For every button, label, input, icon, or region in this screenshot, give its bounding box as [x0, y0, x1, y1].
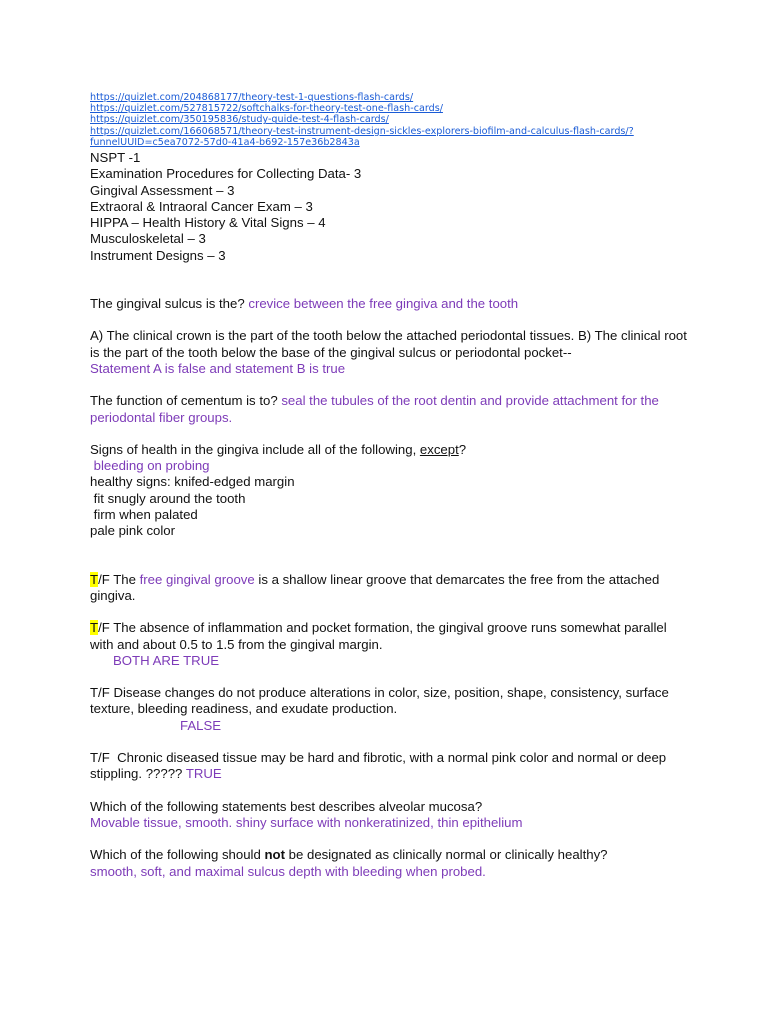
question-text: be designated as clinically normal or clinically healthy? — [284, 847, 608, 863]
tf-disease-changes: T/F Disease changes do not produce alterations in color, size, position, shape, consistency, surface texture, bleeding readiness, and exudate production. — [90, 685, 669, 717]
answer-text: seal the tubules of the root dentin and provide attachment for the periodontal fiber groups. — [90, 393, 659, 425]
healthy-sign: healthy signs: knifed-edged margin — [90, 474, 295, 490]
outline-item: Instrument Designs – 3 — [90, 247, 226, 263]
answer-text: Movable tissue, smooth. shiny surface with nonkeratinized, thin epithelium — [90, 814, 523, 830]
answer-text: crevice between the free gingiva and the tooth — [248, 296, 519, 312]
healthy-sign: pale pink color — [90, 523, 176, 539]
tf-gingival-groove-parallel — [90, 620, 690, 653]
quizlet-link-3[interactable]: https://quizlet.com/350195836/study-guide-test-4-flash-cards/ — [90, 114, 389, 126]
not-bold: not — [264, 847, 285, 863]
healthy-sign: fit snugly around the tooth — [90, 490, 246, 506]
except-underlined: except — [419, 441, 459, 457]
outline-item: Musculoskeletal – 3 — [90, 231, 206, 247]
question-text: Which of the following should — [90, 847, 265, 863]
quizlet-link-2[interactable]: https://quizlet.com/527815722/softchalks-for-theory-test-one-flash-cards/ — [90, 103, 443, 115]
statement-text: /F The absence of inflammation and pocket formation, the gingival groove runs somewhat parallel with and about 0.5 to 1.5 from the gingival margin. — [90, 620, 667, 652]
question-clinically-normal — [90, 847, 690, 863]
statement-text: /F The — [98, 571, 140, 587]
outline-title: NSPT -1 — [90, 150, 141, 165]
answer-text: FALSE — [180, 717, 222, 733]
statement-text: T/F Chronic diseased tissue may be hard and fibrotic, with a normal pink color and normal or deep stippling. ????? — [90, 750, 670, 782]
answer-text: free gingival groove — [139, 571, 255, 587]
question-signs-of-health — [90, 442, 690, 458]
question-text: The gingival sulcus is the? — [90, 296, 249, 312]
question-mark: ? — [458, 441, 467, 457]
answer-text: BOTH ARE TRUE — [113, 652, 220, 668]
question-text: The function of cementum is to? — [90, 393, 282, 409]
quizlet-link-4[interactable]: https://quizlet.com/166068571/theory-test-instrument-design-sickles-explorers-biofilm-and-calculus-flash-cards/? — [90, 125, 634, 137]
answer-text: Statement A is false and statement B is true — [90, 360, 346, 376]
question-gingival-sulcus — [90, 296, 690, 312]
tf-free-gingival-groove — [90, 572, 690, 605]
statement-text: is a shallow linear groove that demarcates the free from the attached gingiva. — [90, 571, 660, 603]
outline-item: Examination Procedures for Collecting Data- 3 — [90, 166, 362, 182]
question-cementum — [90, 393, 690, 426]
question-clinical-crown — [90, 328, 690, 377]
outline-item: Extraoral & Intraoral Cancer Exam – 3 — [90, 198, 313, 214]
healthy-sign: firm when palated — [90, 507, 198, 523]
document-body — [90, 150, 690, 880]
answer-text: TRUE — [185, 766, 222, 782]
tf-chronic-diseased-tissue — [90, 750, 690, 783]
question-text: A) The clinical crown is the part of the tooth below the attached periodontal tissues. B) The clinical root is the part of the tooth below the base of the gingival sulcus or periodontal pocket-- — [90, 328, 687, 360]
true-highlight: T — [90, 620, 99, 636]
reference-links — [90, 92, 650, 148]
question-alveolar-mucosa: Which of the following statements best describes alveolar mucosa? — [90, 798, 483, 814]
question-text: Signs of health in the gingiva include all of the following, — [90, 441, 420, 457]
outline-item: HIPPA – Health History & Vital Signs – 4 — [90, 215, 326, 231]
outline-item: Gingival Assessment – 3 — [90, 182, 235, 198]
answer-text: bleeding on probing — [90, 458, 210, 474]
quizlet-link-1[interactable]: https://quizlet.com/204868177/theory-test-1-questions-flash-cards/ — [90, 92, 414, 103]
quizlet-link-4-continued[interactable]: funnelUUID=c5ea7072-57d0-41a4-b692-157e36b2843a — [90, 136, 360, 148]
true-highlight: T — [90, 571, 99, 587]
answer-text: smooth, soft, and maximal sulcus depth with bleeding when probed. — [90, 863, 486, 879]
